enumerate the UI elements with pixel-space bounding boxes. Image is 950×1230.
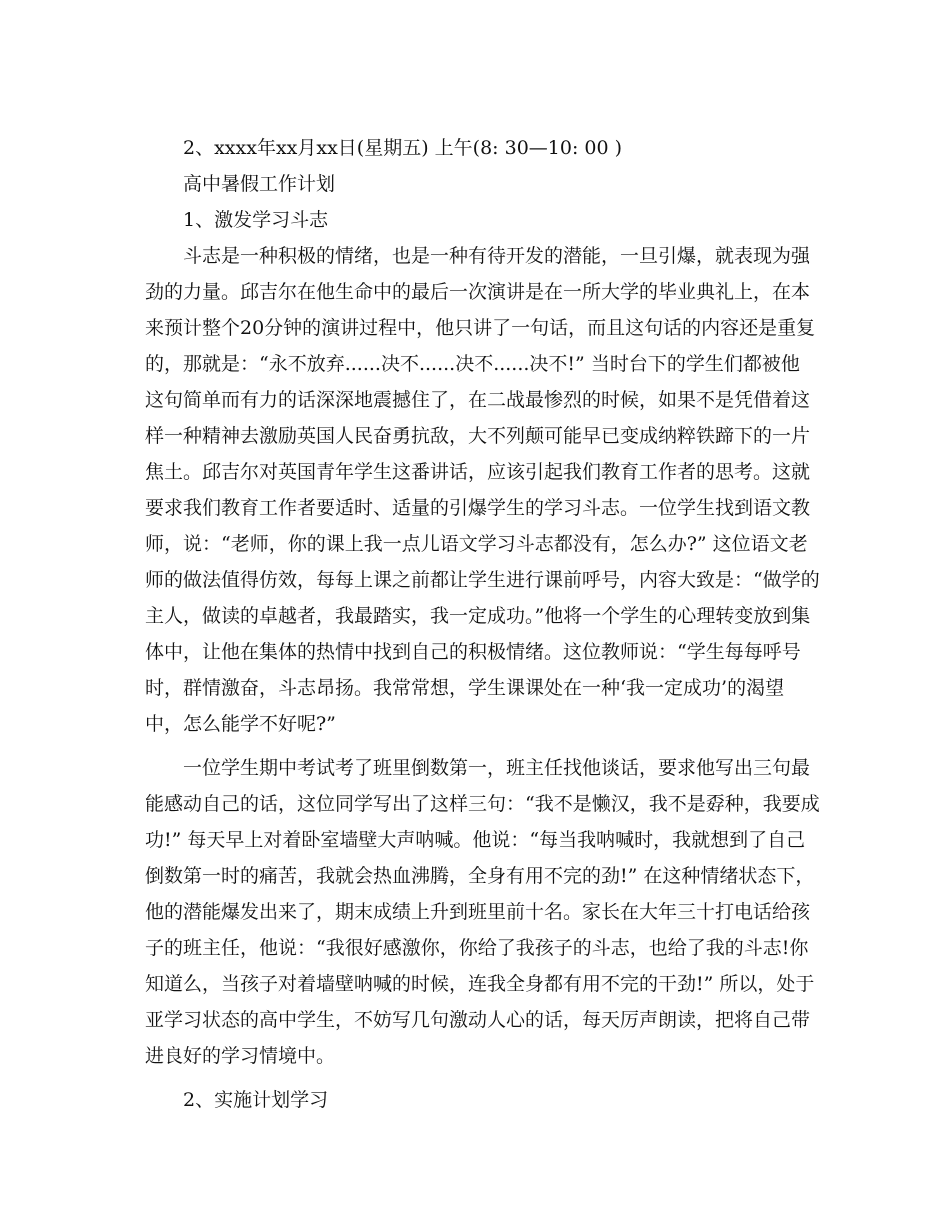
paragraph-line: 体中，让他在集体的热情中找到自己的积极情绪。这位教师说：“学生每每呼号 [145, 641, 801, 663]
paragraph-line: 亚学习状态的高中学生，不妨写几句激动人心的话，每天厉声朗读，把将自己带 [145, 1009, 811, 1031]
paragraph-line: 知道么，当孩子对着墙壁呐喊的时候，连我全身都有用不完的干劲!” 所以，处于 [145, 973, 815, 995]
section-heading-2: 2、实施计划学习 [183, 1089, 329, 1111]
paragraph-line: 师，说：“老师，你的课上我一点儿语文学习斗志都没有，怎么办?” 这位语文老 [145, 533, 808, 555]
paragraph-line: 焦土。邱吉尔对英国青年学生这番讲话，应该引起我们教育工作者的思考。这就 [145, 461, 811, 483]
paragraph-line: 中，怎么能学不好呢?” [145, 713, 336, 735]
schedule-line: 2、xxxx年xx月xx日(星期五) 上午(8: 30—10: 00 ) [183, 137, 623, 159]
paragraph-line: 能感动自己的话，这位同学写出了这样三句：“我不是懒汉，我不是孬种，我要成 [145, 793, 820, 815]
paragraph-1 [145, 238, 820, 742]
paragraph-line: 斗志是一种积极的情绪，也是一种有待开发的潜能，一旦引爆，就表现为强 [183, 245, 811, 267]
paragraph-line: 的，那就是：“永不放弃......决不......决不......决不!” 当时台下的学生们都被他 [145, 353, 800, 375]
paragraph-2 [145, 750, 820, 1074]
paragraph-line: 要求我们教育工作者要适时、适量的引爆学生的学习斗志。一位学生找到语文教 [145, 497, 811, 519]
paragraph-spacing [145, 1074, 805, 1082]
document-body [145, 130, 820, 1118]
paragraph-line: 来预计整个20分钟的演讲过程中，他只讲了一句话，而且这句话的内容还是重复 [145, 317, 816, 339]
paragraph-line: 这句简单而有力的话深深地震撼住了，在二战最惨烈的时候，如果不是凭借着这 [145, 389, 811, 411]
paragraph-line: 子的班主任，他说：“我很好感激你，你给了我孩子的斗志，也给了我的斗志!你 [145, 937, 809, 959]
paragraph-line: 他的潜能爆发出来了，期末成绩上升到班里前十名。家长在大年三十打电话给孩 [145, 901, 811, 923]
paragraph-line: 劲的力量。邱吉尔在他生命中的最后一次演讲是在一所大学的毕业典礼上，在本 [145, 281, 811, 303]
paragraph-line: 进良好的学习情境中。 [145, 1045, 336, 1067]
paragraph-line: 师的做法值得仿效，每每上课之前都让学生进行课前呼号，内容大致是：“做学的 [145, 569, 820, 591]
paragraph-line: 主人，做读的卓越者，我最踏实，我一定成功。”他将一个学生的心理转变放到集 [145, 605, 811, 627]
document-title: 高中暑假工作计划 [183, 173, 336, 195]
paragraph-line: 样一种精神去激励英国人民奋勇抗敌，大不列颠可能早已变成纳粹铁蹄下的一片 [145, 425, 811, 447]
section-heading-1: 1、激发学习斗志 [183, 209, 329, 231]
paragraph-line: 一位学生期中考试考了班里倒数第一，班主任找他谈话，要求他写出三句最 [183, 757, 811, 779]
paragraph-line: 时，群情激奋，斗志昂扬。我常常想，学生课课处在一种‘我一定成功’的渴望 [145, 677, 785, 699]
paragraph-line: 功!” 每天早上对着卧室墙壁大声呐喊。他说：“每当我呐喊时，我就想到了自己 [145, 829, 806, 851]
paragraph-line: 倒数第一时的痛苦，我就会热血沸腾，全身有用不完的劲!” 在这种情绪状态下， [145, 865, 815, 887]
paragraph-spacing [145, 742, 805, 750]
